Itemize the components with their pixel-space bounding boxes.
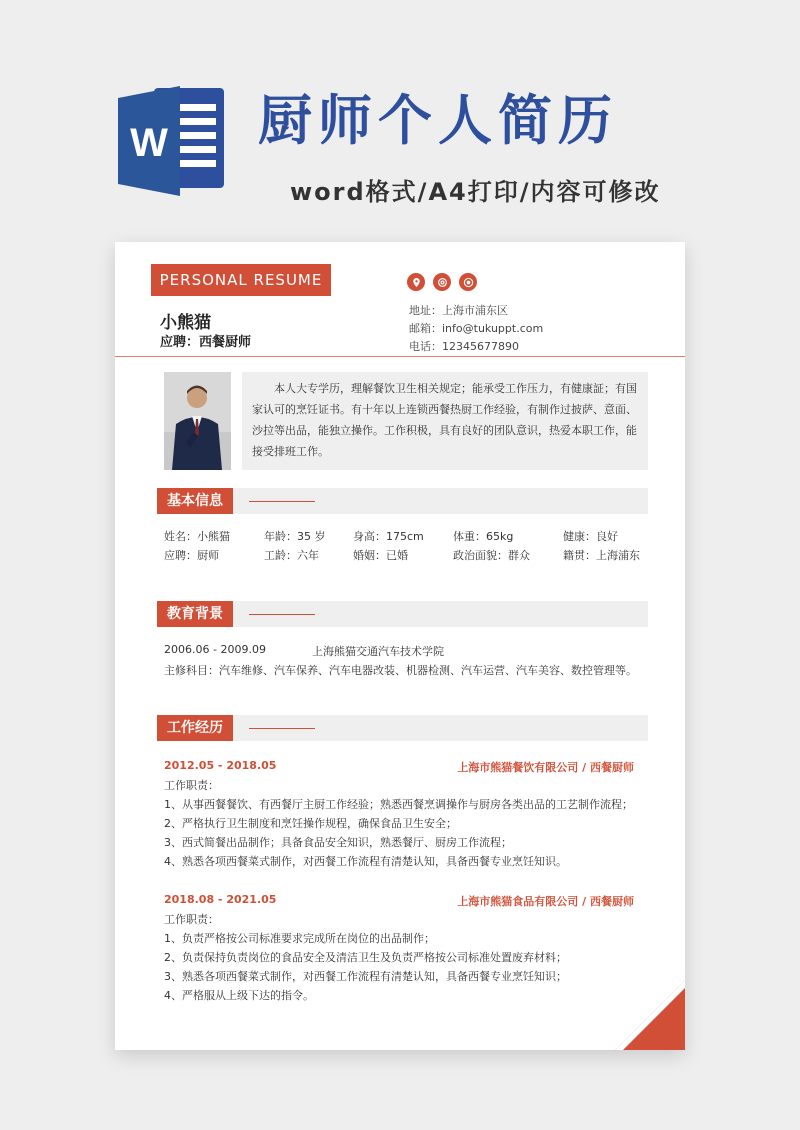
job-header <box>164 893 634 906</box>
info-weight: 体重：65kg <box>453 530 514 543</box>
info-politics: 政治面貌：群众 <box>453 549 530 562</box>
section-title: 教育背景 <box>157 601 233 627</box>
info-height: 身高：175cm <box>353 530 424 543</box>
header-divider <box>115 356 685 357</box>
section-rule <box>249 614 315 615</box>
phone-icon <box>459 273 477 291</box>
education-period: 2006.06 - 2009.09 <box>164 643 266 656</box>
section-basic-info <box>157 488 648 514</box>
profile-photo <box>164 372 231 470</box>
section-rule <box>249 501 315 502</box>
banner-title: 厨师个人简历 <box>258 89 618 152</box>
job-duty: 4、严格服从上级下达的指令。 <box>164 989 314 1002</box>
banner-subtitle: word格式/A4打印/内容可修改 <box>290 178 661 206</box>
word-icon <box>118 86 228 196</box>
job-duty-label: 工作职责： <box>164 913 219 926</box>
section-title: 基本信息 <box>157 488 233 514</box>
job-duty-label: 工作职责： <box>164 779 219 792</box>
info-name: 姓名：小熊猫 <box>164 530 230 543</box>
section-work <box>157 715 648 741</box>
job-duty: 4、熟悉各项西餐菜式制作，对西餐工作流程有清楚认知，具备西餐专业烹饪知识。 <box>164 855 567 868</box>
contact-address: 地址：上海市浦东区 <box>409 304 508 317</box>
contact-phone: 电话：12345677890 <box>409 340 519 353</box>
candidate-name: 小熊猫 <box>160 313 211 333</box>
info-health: 健康：良好 <box>563 530 618 543</box>
job-duty: 2、负责保持负责岗位的食品安全及清洁卫生及负责严格按公司标准处置废弃材料； <box>164 951 567 964</box>
info-apply: 应聘：厨师 <box>164 549 219 562</box>
info-marriage: 婚姻：已婚 <box>353 549 408 562</box>
job-duty: 3、熟悉各项西餐菜式制作，对西餐工作流程有清楚认知，具备西餐专业烹饪知识； <box>164 970 567 983</box>
job-duty: 1、负责严格按公司标准要求完成所在岗位的出品制作； <box>164 932 435 945</box>
job-duty: 2、严格执行卫生制度和烹饪操作规程，确保食品卫生安全； <box>164 817 457 830</box>
word-logo-letter: W <box>130 121 168 165</box>
job-company: 上海市熊猫餐饮有限公司 / 西餐厨师 <box>457 761 634 774</box>
info-hometown: 籍贯：上海浦东 <box>563 549 640 562</box>
section-education <box>157 601 648 627</box>
resume-page <box>115 242 685 1050</box>
section-title: 工作经历 <box>157 715 233 741</box>
contact-icons <box>407 273 477 291</box>
job-header <box>164 759 634 772</box>
header-banner <box>0 0 800 240</box>
job-company: 上海市熊猫食品有限公司 / 西餐厨师 <box>457 895 634 908</box>
job-duty: 1、从事西餐餐饮、有西餐厅主厨工作经验；熟悉西餐烹调操作与厨房各类出品的工艺制作流程； <box>164 798 633 811</box>
info-age: 年龄：35 岁 <box>264 530 326 543</box>
job-period: 2018.08 - 2021.05 <box>164 893 277 906</box>
education-courses: 主修科目：汽车维修、汽车保养、汽车电器改装、机器检测、汽车运营、汽车美容、数控管理等。 <box>164 664 637 677</box>
self-introduction: 本人大专学历，理解餐饮卫生相关规定；能承受工作压力，有健康証；有国家认可的烹饪证书。有十年以上连锁西餐热厨工作经验，有制作过披萨、意面、沙拉等出品，能独立操作。工作积极，具有良好的团队意识，热爱本职工作，能接受排班工作。 <box>242 372 648 470</box>
email-icon <box>433 273 451 291</box>
education-school: 上海熊猫交通汽车技术学院 <box>312 645 444 658</box>
resume-tag: PERSONAL RESUME <box>151 264 331 296</box>
apply-position: 应聘：西餐厨师 <box>160 335 252 350</box>
info-seniority: 工龄：六年 <box>264 549 319 562</box>
corner-decoration <box>615 980 685 1050</box>
section-rule <box>249 728 315 729</box>
job-period: 2012.05 - 2018.05 <box>164 759 277 772</box>
location-icon <box>407 273 425 291</box>
contact-email: 邮箱：info@tukuppt.com <box>409 322 544 335</box>
job-duty: 3、西式简餐出品制作；具备食品安全知识，熟悉餐厅、厨房工作流程； <box>164 836 512 849</box>
